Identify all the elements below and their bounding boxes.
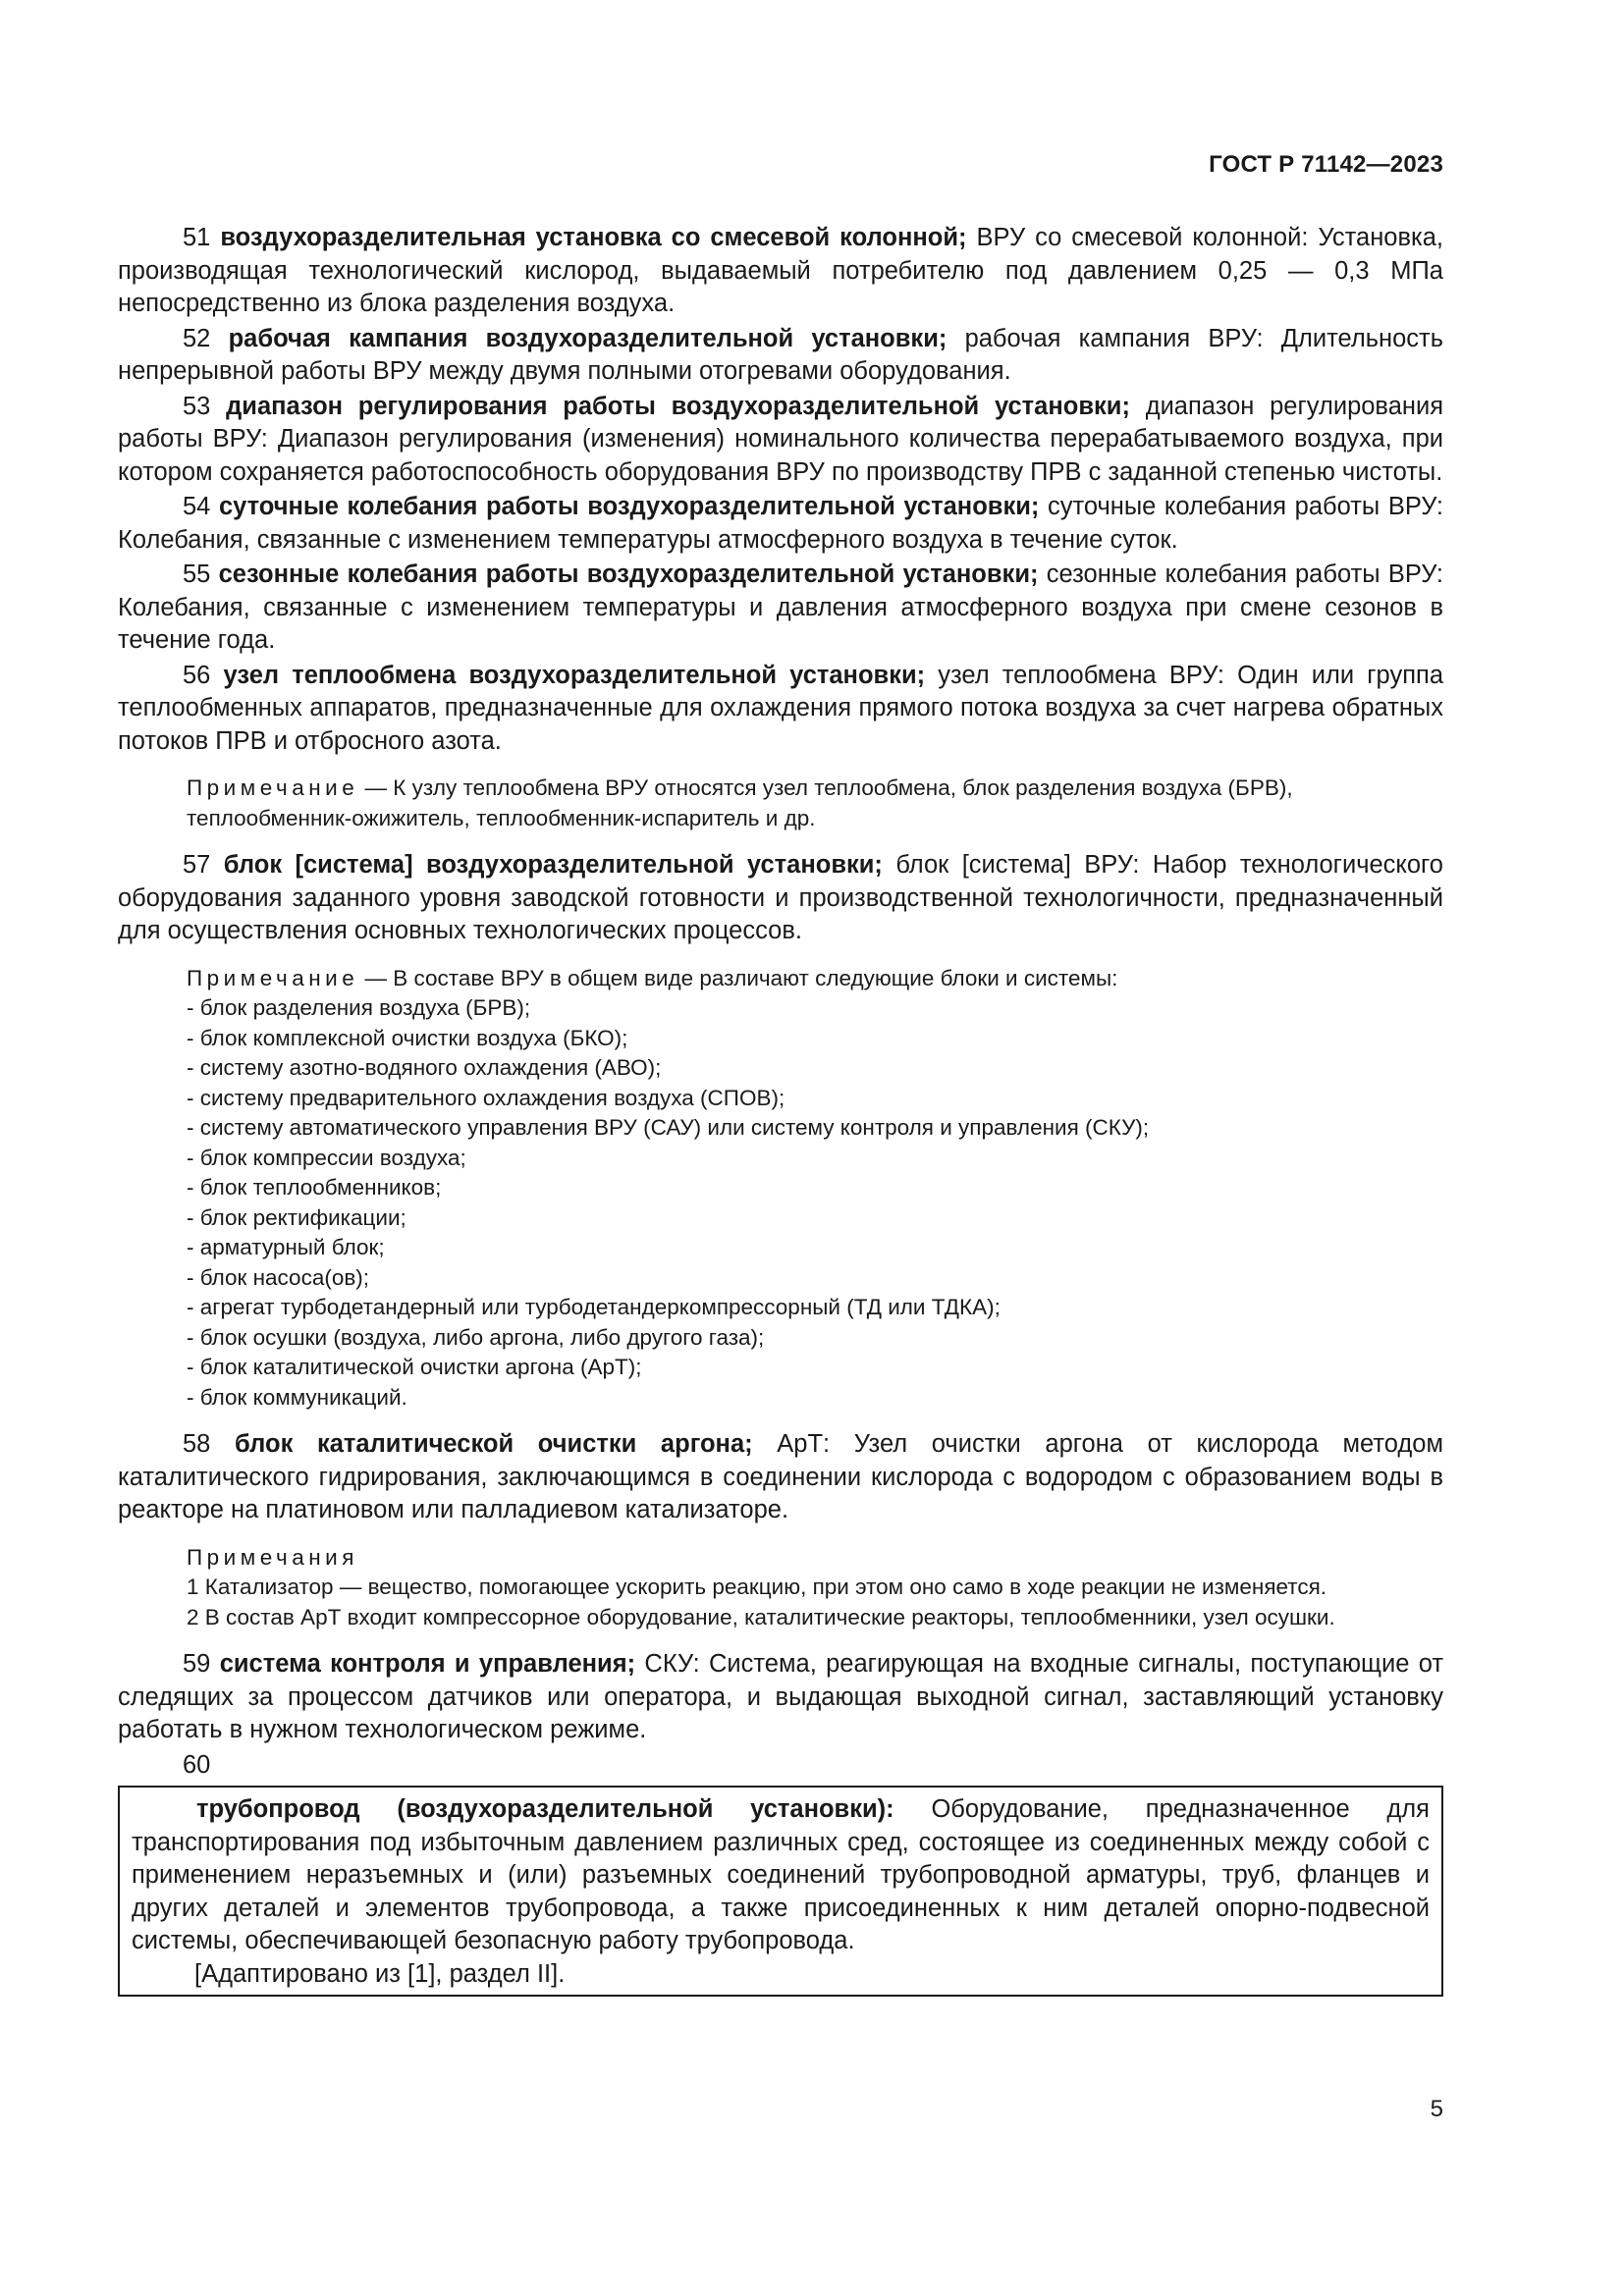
document-header: ГОСТ Р 71142—2023 — [1209, 151, 1443, 178]
term-name: трубопровод (воздухоразделительной установки): — [196, 1795, 894, 1823]
list-item: - блок разделения воздуха (БРВ); — [187, 995, 531, 1020]
term-definition: СКУ: Система, реагирующая на входные сигналы, поступающие от следящих за процессом датчиков или оператора, и выдающая выходной сигнал, заставляющий установку работать в нужном технологическом режиме. — [118, 1650, 1444, 1743]
term-number: 54 — [183, 493, 211, 520]
list-item: - блок ректификации; — [187, 1204, 406, 1230]
note-label: Примечание — [187, 965, 359, 990]
note-text: — К узлу теплообмена ВРУ относятся узел теплообмена, блок разделения воздуха (БРВ), теплообменник-ожижитель, теплообменник-испаритель и др. — [187, 775, 1293, 830]
note-label: Примечания — [187, 1544, 358, 1570]
note-item: 1 Катализатор — вещество, помогающее ускорить реакцию, при этом оно само в ходе реакции не изменяется. — [187, 1575, 1327, 1599]
list-item: - агрегат турбодетандерный или турбодетандеркомпрессорный (ТД или ТДКА); — [187, 1295, 1001, 1319]
note-56 — [118, 774, 1443, 833]
term-source: [Адаптировано из [1], раздел II]. — [194, 1959, 566, 1988]
term-51 — [118, 222, 1443, 321]
term-definition: узел теплообмена ВРУ: Один или группа теплообменных аппаратов, предназначенные для охлаждения прямого потока воздуха за счет нагрева обратных потоков ПРВ и отбросного азота. — [118, 661, 1443, 755]
term-definition: ВРУ со смесевой колонной: Установка, производящая технологический кислород, выдаваемый потребителю под давлением 0,25 — 0,3 МПа непосредственно из блока разделения воздуха. — [118, 224, 1443, 317]
list-item: - блок компрессии воздуха; — [187, 1145, 466, 1170]
term-definition: рабочая кампания ВРУ: Длительность непрерывной работы ВРУ между двумя полными отогревами оборудования. — [118, 324, 1443, 385]
term-55 — [118, 559, 1443, 658]
term-60 — [132, 1793, 1430, 1958]
list-item: - блок насоса(ов); — [187, 1264, 370, 1290]
list-item: - блок комплексной очистки воздуха (БКО); — [187, 1025, 628, 1050]
term-60-number: 60 — [183, 1750, 211, 1779]
term-number: 53 — [183, 392, 211, 420]
term-60-box — [118, 1786, 1443, 1997]
term-definition: сезонные колебания работы ВРУ: Колебания, связанные с изменением температуры и давления атмосферного воздуха при смене сезонов в течение года. — [118, 561, 1444, 654]
list-item: - арматурный блок; — [187, 1235, 385, 1259]
term-name: блок [система] воздухоразделительной установки; — [223, 851, 883, 879]
term-56 — [118, 660, 1443, 759]
term-name: блок каталитической очистки аргона; — [235, 1430, 753, 1458]
document-body — [118, 222, 1443, 1997]
term-name: рабочая кампания воздухоразделительной установки; — [228, 324, 947, 352]
note-item: 2 В состав АрТ входит компрессорное оборудование, каталитические реакторы, теплообменники, узел осушки. — [187, 1604, 1335, 1629]
list-item: - блок осушки (воздуха, либо аргона, либо другого газа); — [187, 1324, 765, 1350]
term-name: узел теплообмена воздухоразделительной установки; — [223, 661, 926, 689]
list-item: - блок коммуникаций. — [187, 1384, 407, 1410]
note-intro: — В составе ВРУ в общем виде различают следующие блоки и системы: — [364, 965, 1118, 990]
term-number: 59 — [183, 1650, 211, 1678]
term-number: 51 — [183, 224, 211, 251]
term-definition: диапазон регулирования работы ВРУ: Диапазон регулирования (изменения) номинального количества перерабатываемого воздуха, при котором сохраняется работоспособность оборудования ВРУ по производству ПРВ с заданной степенью чистоты. — [118, 392, 1444, 486]
term-53 — [118, 391, 1443, 490]
note-57 — [118, 964, 1443, 1414]
term-number: 57 — [183, 851, 211, 879]
term-name: суточные колебания работы воздухоразделительной установки; — [218, 493, 1040, 520]
term-definition: блок [система] ВРУ: Набор технологического оборудования заданного уровня заводской готовности и производственной технологичности, предназначенный для осуществления основных технологических процессов. — [118, 851, 1443, 944]
term-name: воздухоразделительная установка со смесевой колонной; — [220, 224, 967, 251]
term-definition: АрТ: Узел очистки аргона от кислорода методом каталитического гидрирования, заключающимся в соединении кислорода с водородом с образованием воды в реакторе на платиновом или палладиевом катализаторе. — [118, 1430, 1443, 1523]
term-52 — [118, 323, 1443, 389]
term-59 — [118, 1648, 1443, 1747]
page-number: 5 — [1430, 2096, 1443, 2122]
term-54 — [118, 491, 1443, 557]
term-name: система контроля и управления; — [219, 1650, 636, 1678]
term-number: 55 — [183, 561, 211, 588]
list-item: - блок теплообменников; — [187, 1175, 442, 1200]
term-58 — [118, 1428, 1443, 1527]
note-58 — [118, 1543, 1443, 1633]
list-item: - систему автоматического управления ВРУ (САУ) или систему контроля и управления (СКУ); — [187, 1115, 1150, 1140]
note-label: Примечание — [187, 775, 359, 800]
list-item: - блок каталитической очистки аргона (АрТ); — [187, 1355, 642, 1379]
term-definition: суточные колебания работы ВРУ: Колебания, связанные с изменением температуры атмосферного воздуха в течение суток. — [118, 493, 1443, 554]
term-definition: Оборудование, предназначенное для транспортирования под избыточным давлением различных сред, состоящее из соединенных между собой с применением неразъемных и (или) разъемных соединений трубопроводной арматуры, труб, фланцев и других деталей и элементов трубопровода, а также присоединенных к ним деталей опорно-подвесной системы, обеспечивающей безопасную работу трубопровода. — [132, 1795, 1430, 1954]
term-number: 58 — [183, 1430, 211, 1458]
term-name: сезонные колебания работы воздухоразделительной установки; — [218, 561, 1039, 588]
term-name: диапазон регулирования работы воздухоразделительной установки; — [226, 392, 1130, 420]
list-item: - систему азотно-водяного охлаждения (АВО); — [187, 1055, 662, 1080]
term-57 — [118, 849, 1443, 948]
term-number: 56 — [183, 661, 211, 689]
term-number: 52 — [183, 324, 211, 352]
list-item: - систему предварительного охлаждения воздуха (СПОВ); — [187, 1085, 785, 1110]
